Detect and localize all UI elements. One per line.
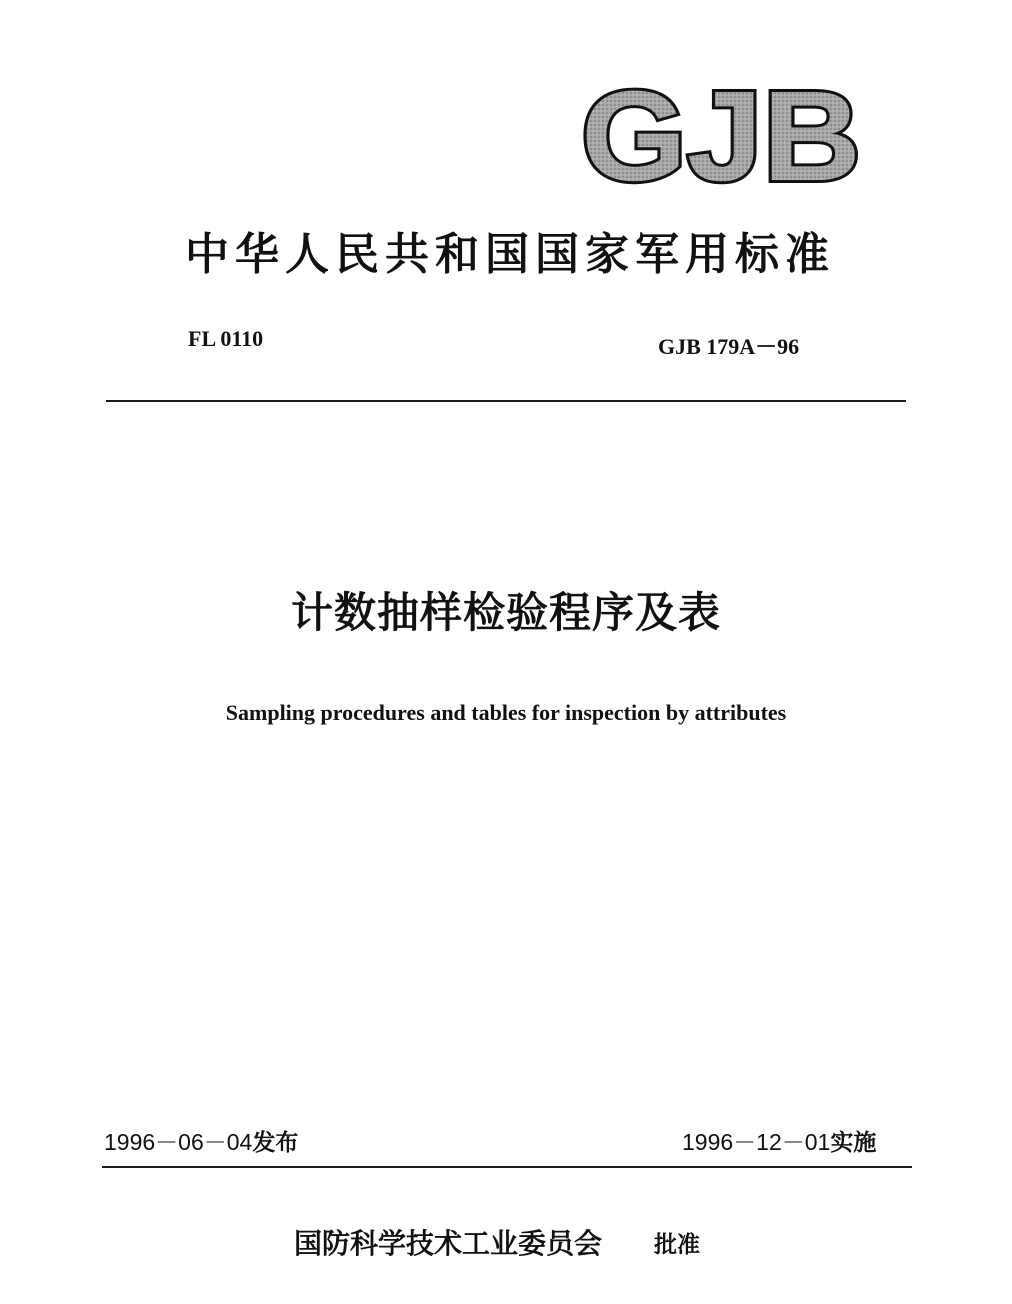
gjb-logo	[578, 80, 864, 188]
issued-date: 1996－06－04	[104, 1129, 253, 1155]
gjb-logo-graphic	[578, 80, 864, 188]
header-divider	[106, 400, 906, 402]
issued-date-line	[104, 1124, 298, 1157]
document-subtitle-en: Sampling procedures and tables for inspection by attributes	[225, 700, 787, 725]
approve-label: 批准	[654, 1232, 700, 1258]
svg-text:GJB: GJB	[581, 80, 861, 188]
classification-code: FL 0110	[188, 326, 264, 351]
effective-label: 实施	[830, 1130, 877, 1156]
footer-divider	[102, 1166, 912, 1168]
effective-date-line	[682, 1124, 876, 1157]
approving-authority: 国防科学技术工业委员会	[294, 1227, 603, 1260]
issued-label: 发布	[252, 1130, 299, 1156]
document-title: 计数抽样检验程序及表	[290, 588, 721, 637]
effective-date: 1996－12－01	[682, 1129, 831, 1155]
standard-code: GJB 179A－96	[658, 334, 800, 359]
org-title: 中华人民共和国国家军用标准	[185, 229, 835, 280]
